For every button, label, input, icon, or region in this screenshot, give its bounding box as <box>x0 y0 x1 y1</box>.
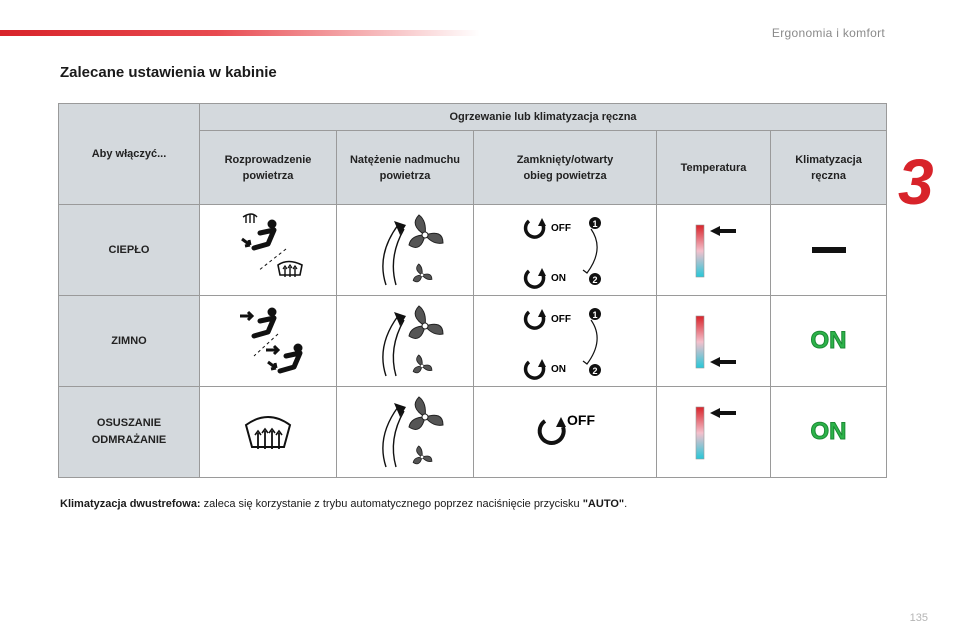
page-number: 135 <box>909 612 928 624</box>
footer-note <box>60 498 627 510</box>
fan-speed-increase-icon <box>350 300 460 382</box>
page-title: Zalecane ustawienia w kabinie <box>60 64 277 81</box>
chapter-number: 3 <box>898 146 934 218</box>
footer-note-lead: Klimatyzacja dwustrefowa: <box>60 498 201 510</box>
row-label-demist-defrost: OSUSZANIE ODMRAŻANIE <box>59 387 200 478</box>
air-distribution-cell <box>200 205 337 296</box>
row-header-cell: Aby włączyć... <box>59 104 200 205</box>
svg-text:1: 1 <box>592 219 598 229</box>
fan-speed-increase-icon <box>350 209 460 291</box>
column-header-temperature: Temperatura <box>657 131 771 205</box>
svg-text:2: 2 <box>592 366 598 376</box>
temperature-cold-icon <box>674 300 754 382</box>
air-distribution-feet-windscreen-icon <box>208 209 328 291</box>
row-label-cold: ZIMNO <box>59 296 200 387</box>
blower-speed-cell <box>337 296 474 387</box>
recirculation-off-on-icon <box>505 300 625 382</box>
windscreen-defrost-icon <box>208 391 328 473</box>
manual-ac-cell <box>771 205 887 296</box>
temperature-hot-icon <box>674 391 754 473</box>
temperature-cell <box>657 205 771 296</box>
footer-note-auto: "AUTO" <box>582 498 625 510</box>
blower-speed-cell <box>337 205 474 296</box>
svg-text:OFF: OFF <box>567 412 595 428</box>
svg-text:OFF: OFF <box>551 223 571 234</box>
section-label: Ergonomia i komfort <box>771 26 885 40</box>
ac-off-dash <box>812 247 846 253</box>
column-header-blower-speed: Natężenie nadmuchu powietrza <box>337 131 474 205</box>
manual-ac-cell <box>771 296 887 387</box>
column-header-manual-ac: Klimatyzacja ręczna <box>771 131 887 205</box>
recirculation-off-icon <box>505 391 625 473</box>
column-header-air-distribution: Rozprowadzenie powietrza <box>200 131 337 205</box>
manual-ac-cell <box>771 387 887 478</box>
column-header-recirculation: Zamknięty/otwarty obieg powietrza <box>474 131 657 205</box>
air-distribution-cell <box>200 387 337 478</box>
svg-text:OFF: OFF <box>551 314 571 325</box>
header-accent-bar <box>0 30 480 36</box>
recirculation-cell <box>474 205 657 296</box>
svg-text:ON: ON <box>551 364 566 375</box>
group-header-cell: Ogrzewanie lub klimatyzacja ręczna <box>200 104 887 131</box>
table-row <box>59 387 887 478</box>
footer-note-end: . <box>624 498 628 510</box>
svg-text:1: 1 <box>592 310 598 320</box>
table-row <box>59 205 887 296</box>
temperature-hot-icon <box>674 209 754 291</box>
air-distribution-cell <box>200 296 337 387</box>
svg-text:ON: ON <box>551 273 566 284</box>
recirculation-cell <box>474 387 657 478</box>
air-distribution-face-feet-icon <box>208 300 328 382</box>
ac-on-badge: ON <box>810 327 847 354</box>
row-label-heat: CIEPŁO <box>59 205 200 296</box>
svg-text:2: 2 <box>592 275 598 285</box>
table-row <box>59 296 887 387</box>
ac-on-badge: ON <box>810 418 847 445</box>
fan-speed-increase-icon <box>350 391 460 473</box>
recirculation-off-on-icon <box>505 209 625 291</box>
footer-note-text: zaleca się korzystanie z trybu automatycznego poprzez naciśnięcie przycisku <box>200 498 583 510</box>
temperature-cell <box>657 387 771 478</box>
settings-table <box>58 103 887 478</box>
recirculation-cell <box>474 296 657 387</box>
temperature-cell <box>657 296 771 387</box>
blower-speed-cell <box>337 387 474 478</box>
